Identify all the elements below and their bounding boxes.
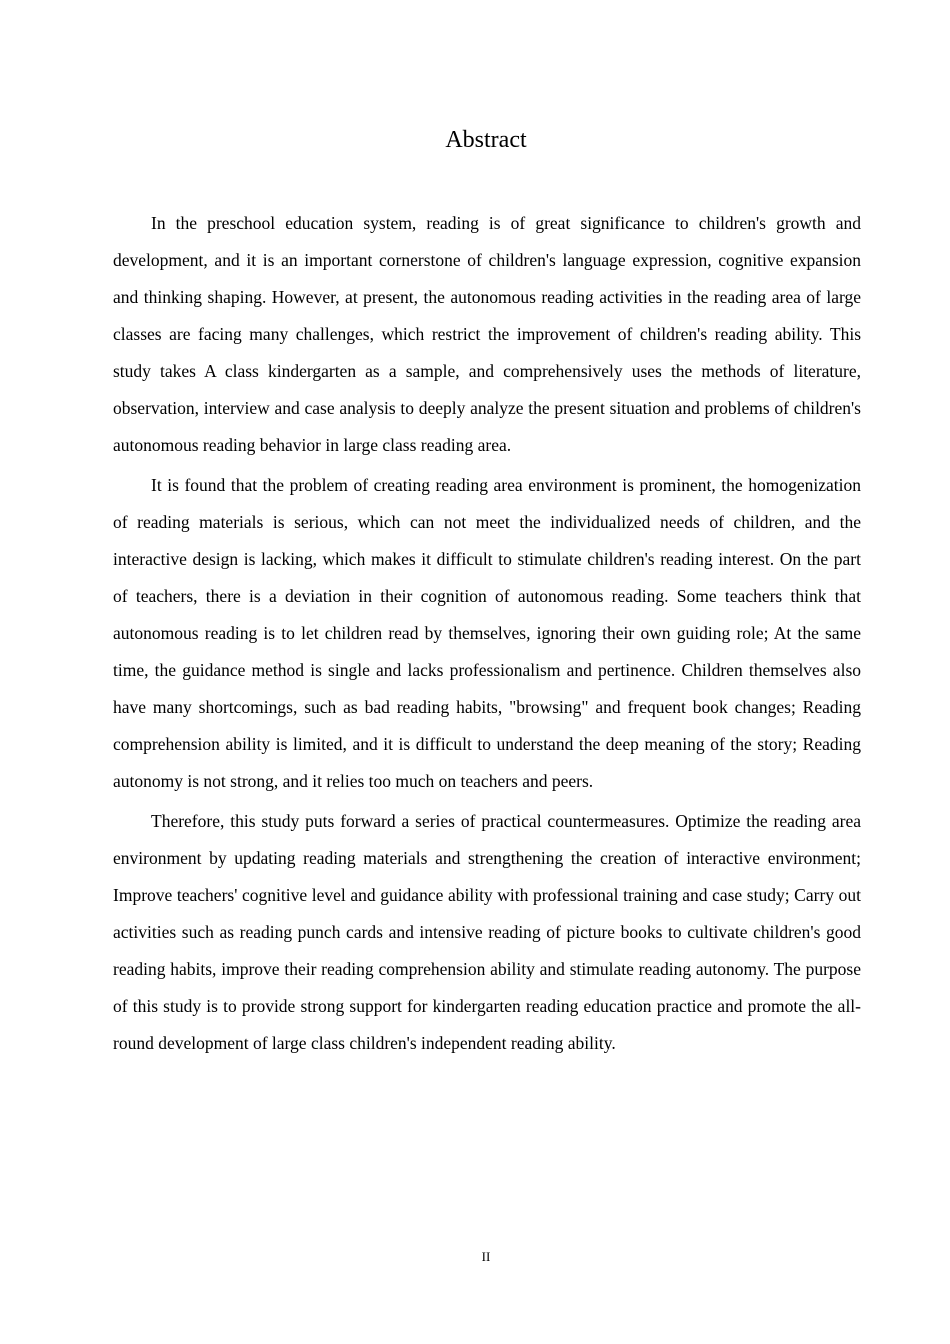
abstract-paragraph-3: Therefore, this study puts forward a series of practical countermeasures. Optimize the reading area environment by updating reading materials and strengthening the creation of interactive environment; Improve teachers' cognitive level and guidance ability with professional training and case study; Carry out activities such as reading punch cards and intensive reading of picture books to cultivate children's good reading habits, improve their reading comprehension ability and stimulate reading autonomy. The purpose of this study is to provide strong support for kindergarten reading education practice and promote the all-round development of large class children's independent reading ability. (113, 811, 861, 1053)
page-number: II (481, 1249, 491, 1264)
abstract-paragraph-1: In the preschool education system, reading is of great significance to children's growth and development, and it is an important cornerstone of children's language expression, cognitive expansion and thinking shaping. However, at present, the autonomous reading activities in the reading area of large classes are facing many challenges, which restrict the improvement of children's reading ability. This study takes A class kindergarten as a sample, and comprehensively uses the methods of literature, observation, interview and case analysis to deeply analyze the present situation and problems of children's autonomous reading behavior in large class reading area. (113, 213, 861, 455)
abstract-body (113, 205, 861, 1065)
abstract-paragraph-2: It is found that the problem of creating reading area environment is prominent, the homogenization of reading materials is serious, which can not meet the individualized needs of children, and the interactive design is lacking, which makes it difficult to stimulate children's reading interest. On the part of teachers, there is a deviation in their cognition of autonomous reading. Some teachers think that autonomous reading is to let children read by themselves, ignoring their own guiding role; At the same time, the guidance method is single and lacks professionalism and pertinence. Children themselves also have many shortcomings, such as bad reading habits, "browsing" and frequent book changes; Reading comprehension ability is limited, and it is difficult to understand the deep meaning of the story; Reading autonomy is not strong, and it relies too much on teachers and peers. (113, 475, 861, 791)
page-title: Abstract (445, 127, 527, 153)
